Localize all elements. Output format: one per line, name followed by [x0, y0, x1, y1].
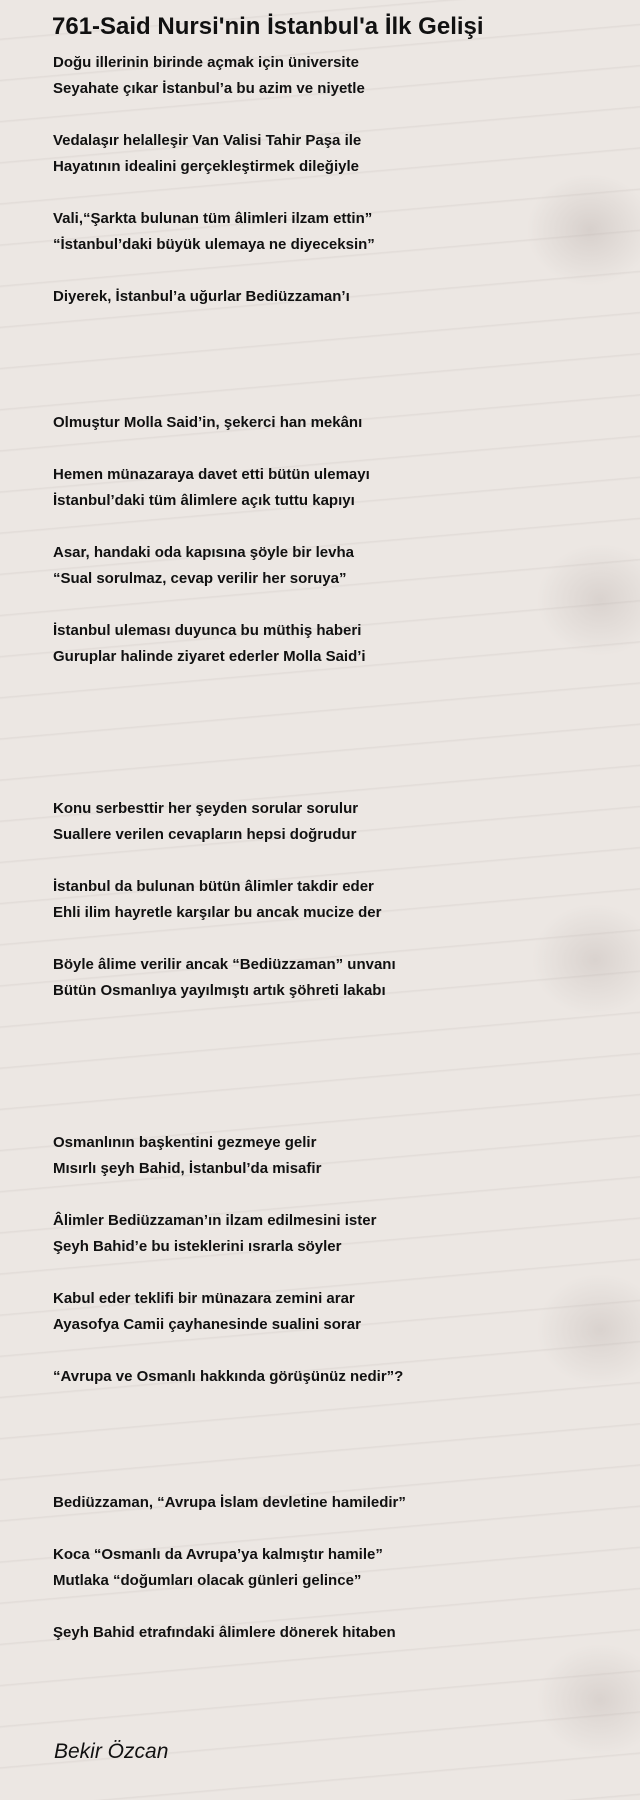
poem-title: 761-Said Nursi'nin İstanbul'a İlk Gelişi — [52, 13, 484, 40]
poem-line: Hayatının idealini gerçekleştirmek dileğiyle — [53, 158, 359, 175]
poem-line: Mutlaka “doğumları olacak günleri gelince” — [53, 1572, 362, 1589]
poem-line: Seyahate çıkar İstanbul’a bu azim ve niyetle — [53, 80, 365, 97]
poem-line: Hemen münazaraya davet etti bütün ulemayı — [53, 466, 370, 483]
poem-line: Mısırlı şeyh Bahid, İstanbul’da misafir — [53, 1160, 322, 1177]
poem-line: Bediüzzaman, “Avrupa İslam devletine hamiledir” — [53, 1494, 406, 1511]
poem-line: Vedalaşır helalleşir Van Valisi Tahir Paşa ile — [53, 132, 362, 149]
poem-line: “Sual sorulmaz, cevap verilir her soruya” — [53, 570, 347, 587]
poem-line: İstanbul uleması duyunca bu müthiş haberi — [53, 622, 362, 639]
poem-line: Âlimler Bediüzzaman’ın ilzam edilmesini ister — [53, 1212, 377, 1229]
poem-line: Guruplar halinde ziyaret ederler Molla Said’i — [53, 648, 366, 665]
poem-line: Koca “Osmanlı da Avrupa’ya kalmıştır hamile” — [53, 1546, 383, 1563]
poem-line: Kabul eder teklifi bir münazara zemini arar — [53, 1290, 355, 1307]
poem-line: “İstanbul’daki büyük ulemaya ne diyeceksin” — [53, 236, 375, 253]
poem-line: Olmuştur Molla Said’in, şekerci han mekânı — [53, 414, 363, 431]
poem-line: İstanbul’daki tüm âlimlere açık tuttu kapıyı — [53, 492, 355, 509]
poem-line: Doğu illerinin birinde açmak için üniversite — [53, 54, 359, 71]
poem-line: İstanbul da bulunan bütün âlimler takdir eder — [53, 878, 374, 895]
poem-line: Böyle âlime verilir ancak “Bediüzzaman” unvanı — [53, 956, 396, 973]
poem-line: Konu serbesttir her şeyden sorular sorulur — [53, 800, 359, 817]
poem-line: Osmanlının başkentini gezmeye gelir — [53, 1134, 317, 1151]
poem-line: Ayasofya Camii çayhanesinde sualini sorar — [53, 1316, 361, 1333]
poem-line: Ehli ilim hayretle karşılar bu ancak mucize der — [53, 904, 382, 921]
poem-line: Bütün Osmanlıya yayılmıştı artık şöhreti lakabı — [53, 982, 386, 999]
poem-author: Bekir Özcan — [54, 1740, 169, 1763]
poem-line: Asar, handaki oda kapısına şöyle bir levha — [53, 544, 354, 561]
poem-line: Suallere verilen cevapların hepsi doğrudur — [53, 826, 357, 843]
poem-line: Şeyh Bahid’e bu isteklerini ısrarla söyler — [53, 1238, 342, 1255]
poem-line: Diyerek, İstanbul’a uğurlar Bediüzzaman’ı — [53, 288, 350, 305]
poem-line: Şeyh Bahid etrafındaki âlimlere dönerek hitaben — [53, 1624, 396, 1641]
poem-line: Vali,“Şarkta bulunan tüm âlimleri ilzam ettin” — [53, 210, 373, 227]
poem-line: “Avrupa ve Osmanlı hakkında görüşünüz nedir”? — [53, 1368, 404, 1385]
